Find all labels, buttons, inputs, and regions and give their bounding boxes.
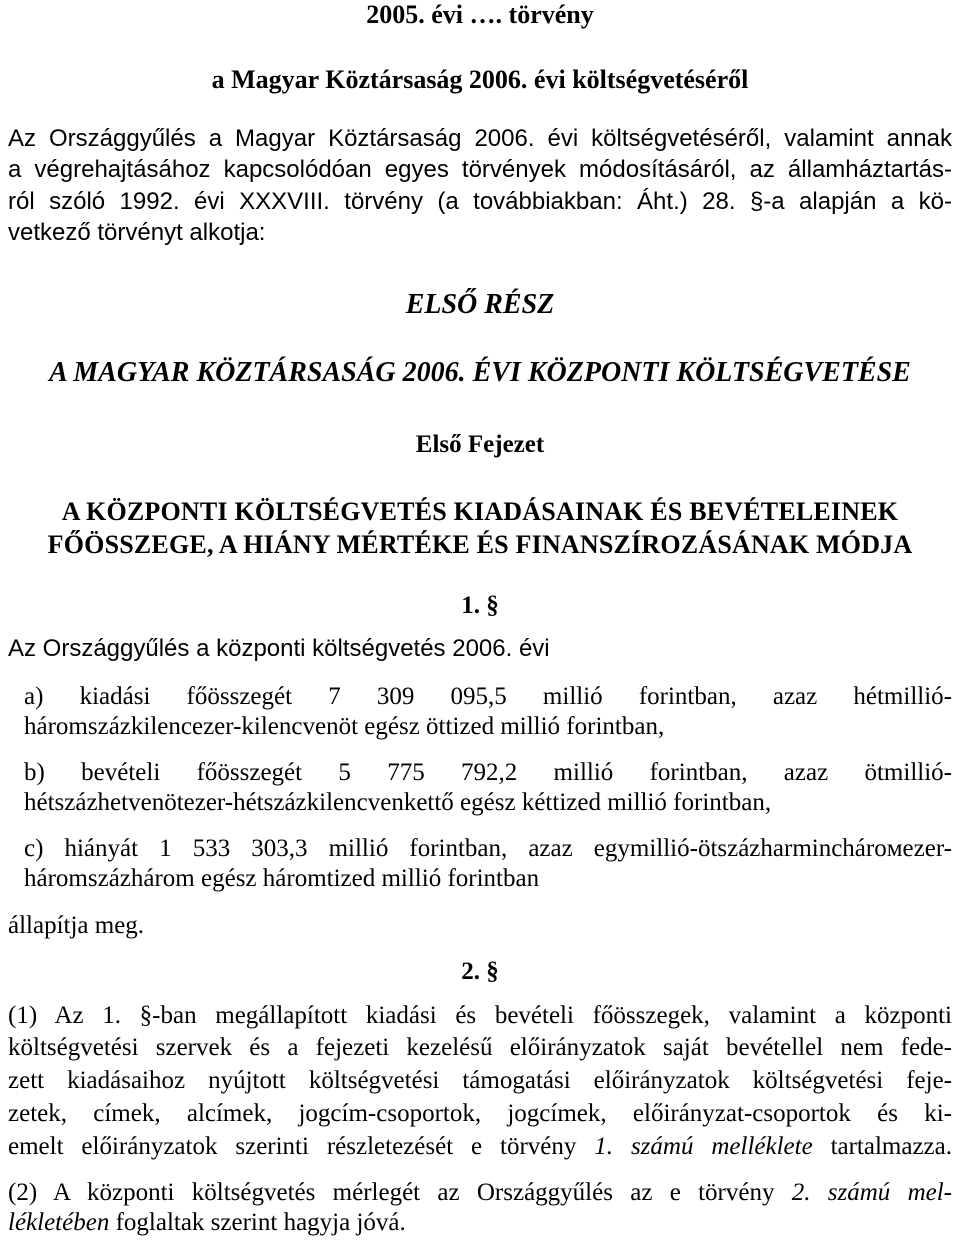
annex-1-reference: 1. számú melléklete (594, 1133, 813, 1160)
paragraph-line: költségvetési szervek és a fejezeti kezelésű előirányzatok saját bevétellel nem fede- (8, 1034, 952, 1061)
preamble-line: ról szóló 1992. évi XXXVIII. törvény (a továbbiakban: Áht.) 28. §-a alapján a kö- (8, 188, 952, 215)
list-item-c-line1: c) hiányát 1 533 303,3 millió forintban, azaz egymillió-ötszázharminchároмezer- (24, 835, 952, 862)
paragraph-line: (1) Az 1. §-ban megállapított kiadási és bevételi főösszegek, valamint a központi (8, 1002, 952, 1029)
law-subtitle: a Magyar Köztársaság 2006. évi költségvetéséről (211, 65, 749, 94)
law-title: 2005. évi …. törvény (366, 0, 594, 29)
annex-2-reference: 2. számú mel- (791, 1179, 953, 1206)
chapter-label: Első Fejezet (415, 431, 545, 458)
section-2-number: 2. § (461, 958, 499, 985)
paragraph-text: (2) A központi költségvetés mérlegét az Országgyűlés az e törvény (8, 1179, 792, 1206)
section-1-intro: Az Országgyűlés a központi költségvetés 2006. évi (8, 635, 550, 662)
paragraph-line (8, 1178, 952, 1208)
section-1-closing: állapítja meg. (8, 912, 145, 939)
chapter-title-line: A KÖZPONTI KÖLTSÉGVETÉS KIADÁSAINAK ÉS BEVÉTELEINEK (61, 497, 899, 526)
preamble-line: a végrehajtásához kapcsolódóan egyes törvények módosításáról, az államháztartás- (8, 156, 952, 183)
section-1-number: 1. § (461, 592, 499, 619)
list-item-c-line2: háromszázhárom egész háromtized millió forintban (24, 865, 540, 892)
paragraph-line (8, 1132, 952, 1162)
paragraph-line (8, 1208, 960, 1238)
paragraph-line: zetek, címek, alcímek, jogcím-csoportok, jogcímek, előirányzat-csoportok és ki- (8, 1100, 952, 1127)
part-title: A MAGYAR KÖZTÁRSASÁG 2006. ÉVI KÖZPONTI KÖLTSÉGVETÉSE (49, 357, 911, 388)
chapter-title-line: FŐÖSSZEGE, A HIÁNY MÉRTÉKE ÉS FINANSZÍROZÁSÁNAK MÓDJA (47, 530, 913, 559)
preamble-line: vetkező törvényt alkotja: (8, 219, 266, 246)
list-item-b-line2: hétszázhetvenötezer-hétszázkilencvenkettő egész kéttized millió forintban, (24, 789, 772, 816)
part-label: ELSŐ RÉSZ (405, 289, 555, 320)
paragraph-text: tartalmazza. (812, 1133, 953, 1160)
annex-2-reference-cont: lékletében (8, 1209, 110, 1236)
preamble-line: Az Országgyűlés a Magyar Köztársaság 2006. évi költségvetéséről, valamint annak (8, 125, 952, 152)
list-item-a-line2: háromszázkilencezer-kilencvenöt egész öttized millió forintban, (24, 713, 665, 740)
list-item-b-line1: b) bevételi főösszegét 5 775 792,2 millió forintban, azaz ötmillió- (24, 759, 952, 786)
list-item-a-line1: a) kiadási főösszegét 7 309 095,5 millió forintban, azaz hétmillió- (24, 683, 952, 710)
paragraph-text: foglaltak szerint hagyja jóvá. (109, 1209, 406, 1236)
paragraph-line: zett kiadásaihoz nyújtott költségvetési támogatási előirányzatok költségvetési feje- (8, 1067, 952, 1094)
paragraph-text: emelt előirányzatok szerinti részletezését e törvény (8, 1133, 595, 1160)
